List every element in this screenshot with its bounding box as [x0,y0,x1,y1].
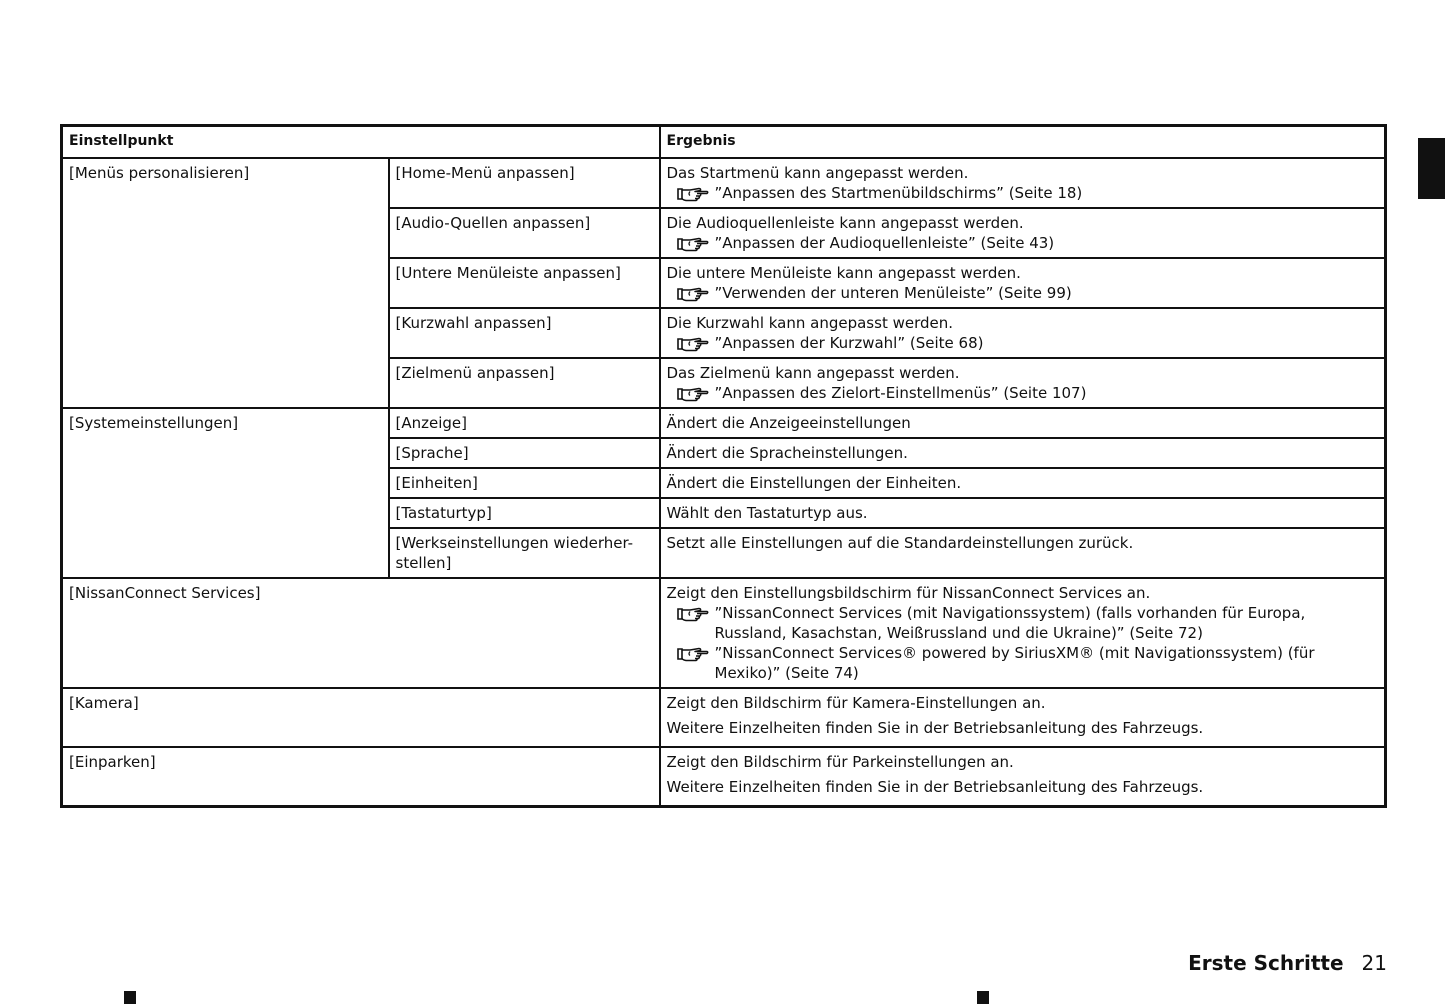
result-cell: Setzt alle Einstellungen auf die Standardeinstellungen zurück. [660,528,1386,578]
item-cell: [Anzeige] [389,408,660,438]
result-cell: Ändert die Anzeigeeinstellungen [660,408,1386,438]
item-cell: [Untere Menüleiste anpassen] [389,258,660,308]
page-footer [1188,950,1387,976]
result-cell [660,208,1386,258]
section-title: Erste Schritte [1188,951,1344,975]
item-cell: [Audio-Quellen anpassen] [389,208,660,258]
item-cell: [Home-Menü anpassen] [389,158,660,208]
pointing-hand-icon [677,606,709,622]
note-text: Weitere Einzelheiten finden Sie in der Betriebsanleitung des Fahrzeugs. [666,719,1204,737]
result-cell [660,747,1386,807]
reference-text[interactable]: ”Anpassen des Zielort-Einstellmenüs” (Seite 107) [714,384,1087,402]
settings-table [60,124,1387,808]
result-text: Das Startmenü kann angepasst werden. [666,164,969,182]
header-ergebnis: Ergebnis [660,126,1386,159]
reference-text[interactable]: ”Verwenden der unteren Menüleiste” (Seite 99) [714,284,1072,302]
result-text: Zeigt den Bildschirm für Parkeinstellungen an. [666,753,1014,771]
table-row [62,408,1386,438]
reference-text[interactable]: ”Anpassen der Audioquellenleiste” (Seite 43) [714,234,1055,252]
crop-mark [977,991,989,1004]
crop-mark [124,991,136,1004]
result-cell: Ändert die Einstellungen der Einheiten. [660,468,1386,498]
result-text: Zeigt den Bildschirm für Kamera-Einstellungen an. [666,694,1046,712]
reference[interactable] [667,643,1379,683]
header-einstellpunkt: Einstellpunkt [62,126,660,159]
table-row [62,688,1386,747]
reference[interactable] [667,383,1379,403]
table-row [62,578,1386,688]
reference-text[interactable]: ”NissanConnect Services® powered by SiriusXM® (mit Navigationssystem) (für Mexiko)” (Seite 74) [714,644,1315,682]
group-label-kamera: [Kamera] [62,688,660,747]
reference-text[interactable]: ”NissanConnect Services (mit Navigationssystem) (falls vorhanden für Europa, Russland, Kasachstan, Weißrussland und die Ukraine)” (Seite 72) [714,604,1306,642]
item-cell: [Sprache] [389,438,660,468]
item-text-line2: stellen] [395,554,452,572]
reference[interactable] [667,233,1379,253]
reference-text[interactable]: ”Anpassen der Kurzwahl” (Seite 68) [714,334,984,352]
pointing-hand-icon [677,336,709,352]
item-cell: [Zielmenü anpassen] [389,358,660,408]
chapter-edge-tab [1418,138,1445,199]
result-cell: Wählt den Tastaturtyp aus. [660,498,1386,528]
item-cell: [Kurzwahl anpassen] [389,308,660,358]
group-label-nissanconnect: [NissanConnect Services] [62,578,660,688]
reference[interactable] [667,283,1379,303]
group-label-einparken: [Einparken] [62,747,660,807]
result-text: Die Kurzwahl kann angepasst werden. [666,314,954,332]
note-text: Weitere Einzelheiten finden Sie in der Betriebsanleitung des Fahrzeugs. [666,778,1204,796]
result-cell [660,158,1386,208]
result-cell [660,358,1386,408]
result-text: Zeigt den Einstellungsbildschirm für NissanConnect Services an. [666,584,1151,602]
pointing-hand-icon [677,386,709,402]
item-cell: [Einheiten] [389,468,660,498]
result-text: Die Audioquellenleiste kann angepasst werden. [666,214,1024,232]
pointing-hand-icon [677,286,709,302]
reference-text[interactable]: ”Anpassen des Startmenübildschirms” (Seite 18) [714,184,1083,202]
pointing-hand-icon [677,186,709,202]
group-label-menus: [Menüs personalisieren] [62,158,389,408]
item-cell: [Tastaturtyp] [389,498,660,528]
group-label-system: [Systemeinstellungen] [62,408,389,578]
result-cell [660,258,1386,308]
reference[interactable] [667,183,1379,203]
result-cell [660,578,1386,688]
result-cell [660,688,1386,747]
result-text: Die untere Menüleiste kann angepasst werden. [666,264,1021,282]
table-header-row [62,126,1386,159]
item-cell [389,528,660,578]
pointing-hand-icon [677,646,709,662]
table-row [62,747,1386,807]
item-text-line1: [Werkseinstellungen wiederher- [395,534,634,552]
result-cell [660,308,1386,358]
page-number: 21 [1361,951,1387,975]
result-text: Das Zielmenü kann angepasst werden. [666,364,960,382]
result-cell: Ändert die Spracheinstellungen. [660,438,1386,468]
pointing-hand-icon [677,236,709,252]
reference[interactable] [667,333,1379,353]
table-row [62,158,1386,208]
reference[interactable] [667,603,1379,643]
